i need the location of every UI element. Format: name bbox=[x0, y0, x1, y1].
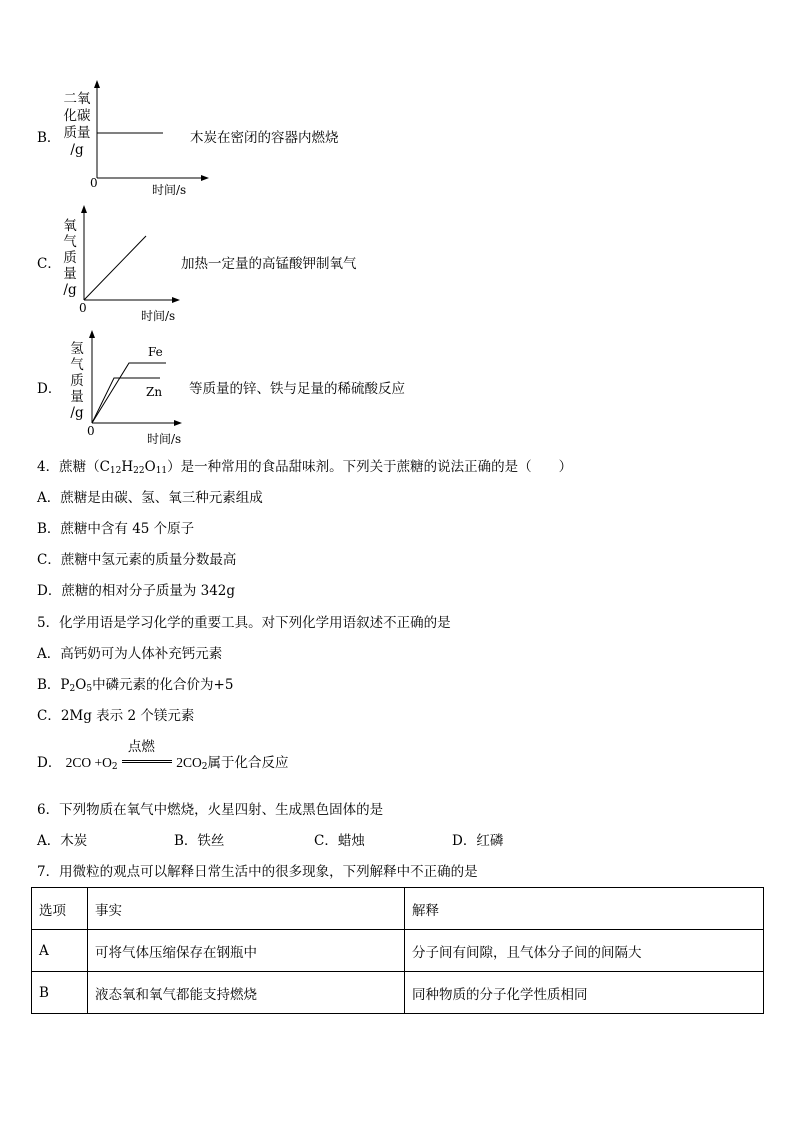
table-cell: 可将气体压缩保存在钢瓶中 bbox=[88, 930, 405, 972]
table-cell: 液态氧和氧气都能支持燃烧 bbox=[88, 972, 405, 1014]
table-header-fact: 事实 bbox=[88, 888, 405, 930]
question-4-option-d[interactable]: D．蔗糖的相对分子质量为 342g bbox=[37, 583, 236, 599]
option-label-d: D． bbox=[37, 381, 62, 397]
y-axis-label-c: 氧 气 质 量 /g bbox=[63, 218, 77, 298]
table-cell: A bbox=[32, 930, 88, 972]
graph-b-x-label: 时间/s bbox=[152, 183, 187, 197]
question-4-stem: 4．蔗糖$(C_{12}H_{22}O_{11})$是一种常用的食品甜味剂。下列关于蔗糖的说法正确的是（ ） bbox=[37, 459, 573, 476]
question-5-stem: 5．化学用语是学习化学的重要工具。对下列化学用语叙述不正确的是 bbox=[37, 615, 451, 631]
graph-c-caption: 加热一定量的高锰酸钾制氧气 bbox=[181, 256, 357, 272]
question-5-option-c[interactable]: C．2Mg 表示 2 个镁元素 bbox=[37, 708, 195, 724]
question-6-option-d[interactable]: D．红磷 bbox=[452, 833, 504, 849]
table-cell: B bbox=[32, 972, 88, 1014]
graph-d-caption: 等质量的锌、铁与足量的稀硫酸反应 bbox=[189, 381, 405, 397]
question-6-option-a[interactable]: A．木炭 bbox=[37, 833, 88, 849]
question-4-option-b[interactable]: B．蔗糖中含有 45 个原子 bbox=[37, 521, 195, 537]
question-7-stem: 7．用微粒的观点可以解释日常生活中的很多现象，下列解释中不正确的是 bbox=[37, 864, 478, 880]
table-cell: 分子间有间隙，且气体分子间的间隔大 bbox=[405, 930, 764, 972]
question-5-option-d[interactable]: D． $2CO +O_2$ 点燃 $2CO_2$属于化合反应 bbox=[37, 739, 289, 772]
facts-table bbox=[31, 887, 764, 1014]
question-5-option-a[interactable]: A．高钙奶可为人体补充钙元素 bbox=[37, 646, 223, 662]
table-header-explanation: 解释 bbox=[405, 888, 764, 930]
table-header-row bbox=[32, 888, 764, 930]
graph-b-origin: 0 bbox=[90, 176, 98, 190]
question-6-stem: 6．下列物质在氧气中燃烧，火星四射、生成黑色固体的是 bbox=[37, 802, 384, 818]
graph-c-axes bbox=[76, 205, 182, 305]
graph-d-fe-label: Fe bbox=[148, 345, 163, 359]
graph-d-zn-label: Zn bbox=[146, 385, 163, 399]
question-6-option-c[interactable]: C．蜡烛 bbox=[314, 833, 365, 849]
graph-d-x-label: 时间/s bbox=[147, 432, 182, 446]
graph-c-x-label: 时间/s bbox=[141, 309, 176, 323]
table-row bbox=[32, 930, 764, 972]
table-cell: 同种物质的分子化学性质相同 bbox=[405, 972, 764, 1014]
reaction-condition: 点燃 bbox=[127, 739, 155, 755]
question-4-option-c[interactable]: C．蔗糖中氢元素的质量分数最高 bbox=[37, 552, 237, 568]
graph-c-line bbox=[84, 236, 146, 300]
question-4-option-a[interactable]: A．蔗糖是由碳、氢、氧三种元素组成 bbox=[37, 490, 263, 506]
question-6-option-b[interactable]: B．铁丝 bbox=[174, 833, 225, 849]
option-label-c: C． bbox=[37, 256, 61, 272]
y-axis-label-b: 二氧 化碳 质量 /g bbox=[63, 91, 91, 158]
graph-c-origin: 0 bbox=[79, 301, 87, 315]
reaction-arrow bbox=[122, 739, 172, 772]
table-header-option: 选项 bbox=[32, 888, 88, 930]
graph-d-origin: 0 bbox=[87, 424, 95, 438]
option-label-b: B． bbox=[37, 130, 61, 146]
graph-d-axes bbox=[84, 330, 184, 428]
y-axis-label-d: 氢 气 质 量 /g bbox=[70, 341, 84, 421]
question-5-option-b[interactable]: B．$P_2O_5$中磷元素的化合价为+5 bbox=[37, 677, 234, 694]
table-row bbox=[32, 972, 764, 1014]
graph-b-caption: 木炭在密闭的容器内燃烧 bbox=[190, 130, 339, 146]
